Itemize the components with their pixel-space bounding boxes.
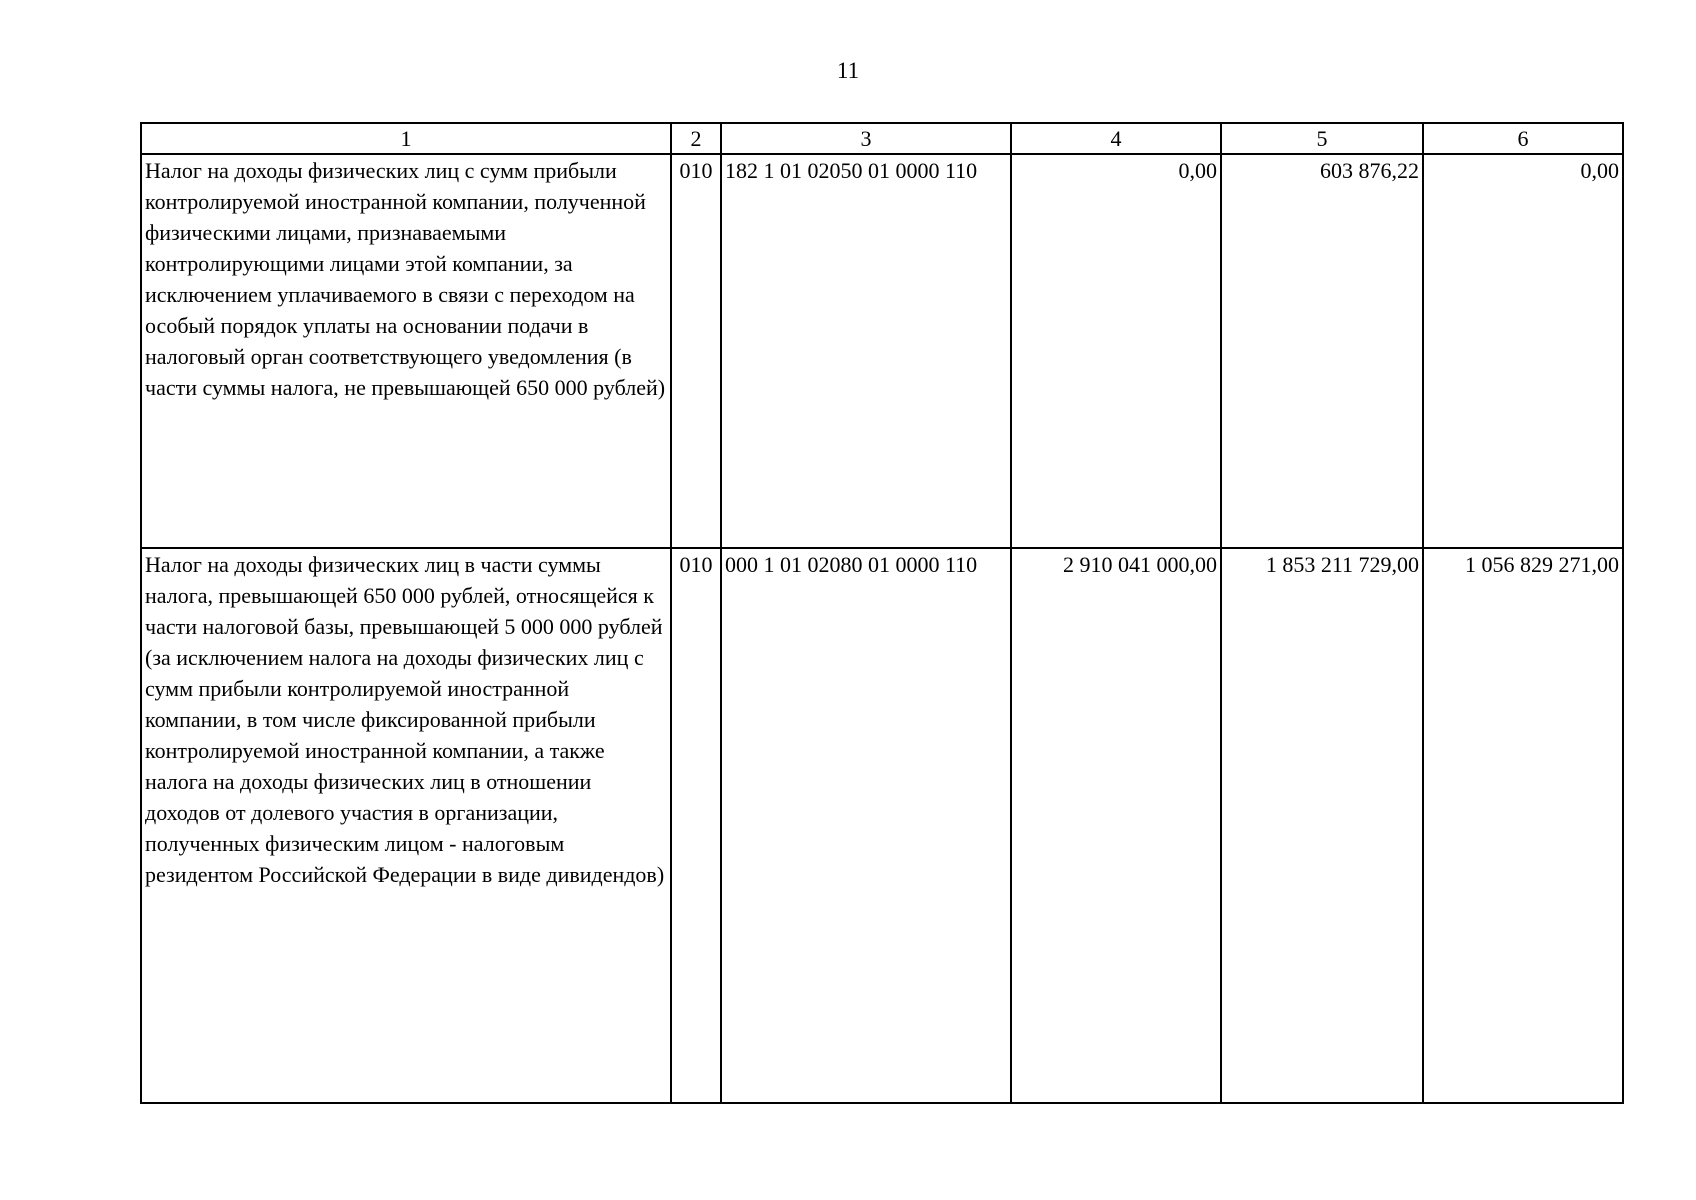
column-header-6: 6 [1423,123,1623,154]
table-row [141,548,1623,1103]
table-row [141,154,1623,548]
income-name-cell: Налог на доходы физических лиц с сумм прибыли контролируемой иностранной компании, полученной физическими лицами, признаваемыми контролирующими лицами этой компании, за исключением уплачиваемого в связи с переходом на особый порядок уплаты на основании подачи в налоговый орган соответствующего уведомления (в части суммы налога, не превышающей 650 000 рублей) [141,154,671,548]
approved-amount-cell: 0,00 [1011,154,1221,548]
kbk-code-cell: 182 1 01 02050 01 0000 110 [721,154,1011,548]
unexecuted-amount-cell: 0,00 [1423,154,1623,548]
column-header-1: 1 [141,123,671,154]
revenue-table [140,122,1624,1104]
income-name-cell: Налог на доходы физических лиц в части суммы налога, превышающей 650 000 рублей, относящейся к части налоговой базы, превышающей 5 000 000 рублей (за исключением налога на доходы физических лиц с сумм прибыли контролируемой иностранной компании, в том числе фиксированной прибыли контролируемой иностранной компании, а также налога на доходы физических лиц в отношении доходов от долевого участия в организации, полученных физическим лицом - налоговым резидентом Российской Федерации в виде дивидендов) [141,548,671,1103]
column-header-3: 3 [721,123,1011,154]
table-header-row [141,123,1623,154]
approved-amount-cell: 2 910 041 000,00 [1011,548,1221,1103]
unexecuted-amount-cell: 1 056 829 271,00 [1423,548,1623,1103]
line-code-cell: 010 [671,548,721,1103]
executed-amount-cell: 1 853 211 729,00 [1221,548,1423,1103]
line-code-cell: 010 [671,154,721,548]
column-header-2: 2 [671,123,721,154]
column-header-5: 5 [1221,123,1423,154]
page-number: 11 [836,58,860,83]
column-header-4: 4 [1011,123,1221,154]
executed-amount-cell: 603 876,22 [1221,154,1423,548]
kbk-code-cell: 000 1 01 02080 01 0000 110 [721,548,1011,1103]
